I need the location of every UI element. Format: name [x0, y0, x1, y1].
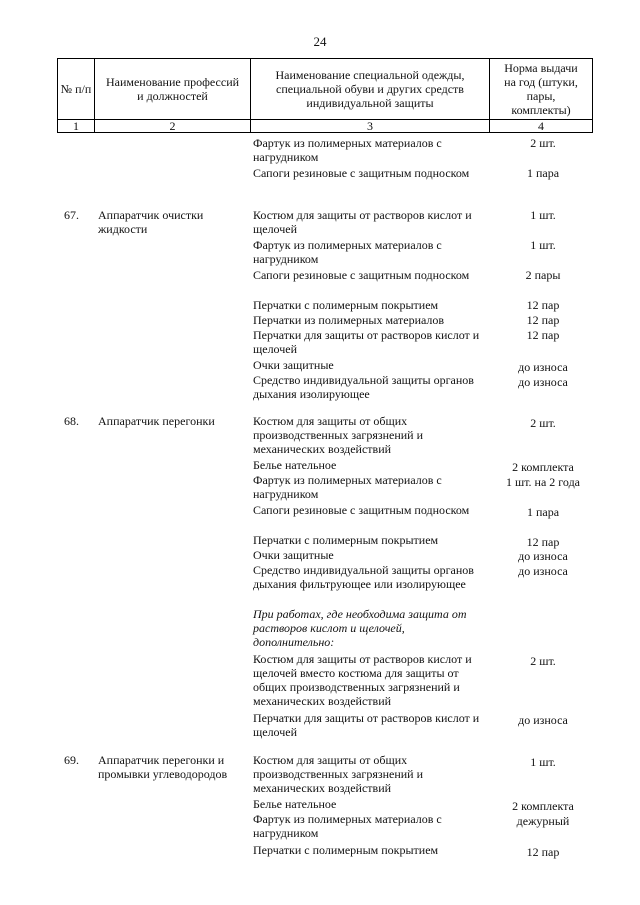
entry-68-item-5: Перчатки с полимерным покрытием	[253, 533, 439, 547]
entry-68-item-4: Сапоги резиновые с защитным подноском	[253, 503, 470, 517]
entry-67-item-1: Костюм для защиты от растворов кислот и щелочей	[253, 208, 472, 236]
continuation-item-2: Сапоги резиновые с защитным подноском	[253, 166, 470, 180]
entry-69-norm-2: 2 комплекта	[512, 799, 574, 813]
entry-67-norm-6: 12 пар	[526, 328, 560, 342]
entry-67-item-6: Перчатки для защиты от растворов кислот и щелочей	[253, 328, 480, 356]
entry-67-item-8: Средство индивидуальной защиты органов дыхания изолирующее	[253, 373, 474, 401]
header-num-2: 2	[94, 119, 251, 133]
entry-68-norm-1: 2 шт.	[530, 416, 556, 430]
entry-68-profession: Аппаратчик перегонки	[98, 414, 215, 428]
entry-68-norm-4: 1 пара	[526, 505, 560, 519]
table-header	[57, 58, 593, 133]
entry-68-norm-6: до износа	[518, 549, 568, 563]
entry-67-item-7: Очки защитные	[253, 358, 334, 372]
header-col-item: Наименование специальной одежды, специальной обуви и других средств индивидуальной защиты	[250, 58, 490, 120]
entry-68-item-9: Перчатки для защиты от растворов кислот и щелочей	[253, 711, 480, 739]
entry-67-norm-2: 1 шт.	[530, 238, 556, 252]
entry-67-norm-1: 1 шт.	[530, 208, 556, 222]
entry-67-norm-3: 2 пары	[525, 268, 561, 282]
header-col-norm: Норма выдачи на год (штуки, пары, комплекты)	[489, 58, 593, 120]
entry-69-profession: Аппаратчик перегонки и промывки углеводородов	[98, 753, 228, 781]
entry-67-item-5: Перчатки из полимерных материалов	[253, 313, 445, 327]
entry-68-norm-5: 12 пар	[526, 535, 560, 549]
page-number: 24	[313, 34, 327, 49]
entry-69-norm-1: 1 шт.	[530, 755, 556, 769]
entry-69-norm-4: 12 пар	[526, 845, 560, 859]
entry-67-norm-8: до износа	[518, 375, 568, 389]
entry-68-item-3: Фартук из полимерных материалов с нагрудником	[253, 473, 442, 501]
entry-68-item-1: Костюм для защиты от общих производственных загрязнений и механических воздействий	[253, 414, 424, 456]
continuation-norm-2: 1 пара	[526, 166, 560, 180]
header-col-number: № п/п	[57, 58, 95, 120]
header-num-3: 3	[250, 119, 490, 133]
entry-68-norm-9: до износа	[518, 713, 568, 727]
entry-67-number: 67.	[64, 208, 79, 222]
entry-69-item-1: Костюм для защиты от общих производственных загрязнений и механических воздействий	[253, 753, 424, 795]
entry-68-norm-3: 1 шт. на 2 года	[505, 475, 581, 489]
continuation-item-1: Фартук из полимерных материалов с нагрудником	[253, 136, 442, 164]
entry-69-item-2: Белье нательное	[253, 797, 337, 811]
header-num-1: 1	[57, 119, 95, 133]
entry-68-number: 68.	[64, 414, 79, 428]
entry-67-norm-5: 12 пар	[526, 313, 560, 327]
entry-69-item-3: Фартук из полимерных материалов с нагрудником	[253, 812, 442, 840]
entry-67-item-2: Фартук из полимерных материалов с нагрудником	[253, 238, 442, 266]
entry-68-item-8: Костюм для защиты от растворов кислот и щелочей вместо костюма для защиты от общих производственных загрязнений и механических воздействий	[253, 652, 472, 708]
entry-68-item-2: Белье нательное	[253, 458, 337, 472]
header-num-4: 4	[489, 119, 593, 133]
entry-68-note-additional: При работах, где необходима защита от растворов кислот и щелочей, дополнительно:	[253, 607, 467, 649]
entry-67-item-3: Сапоги резиновые с защитным подноском	[253, 268, 470, 282]
continuation-norm-1: 2 шт.	[530, 136, 556, 150]
entry-69-number: 69.	[64, 753, 79, 767]
entry-68-norm-2: 2 комплекта	[512, 460, 574, 474]
entry-67-norm-4: 12 пар	[526, 298, 560, 312]
entry-68-item-6: Очки защитные	[253, 548, 334, 562]
entry-67-norm-7: до износа	[518, 360, 568, 374]
header-col-profession: Наименование профессий и должностей	[94, 58, 251, 120]
entry-68-norm-7: до износа	[518, 564, 568, 578]
entry-67-profession: Аппаратчик очистки жидкости	[98, 208, 204, 236]
entry-68-norm-8: 2 шт.	[530, 654, 556, 668]
entry-67-item-4: Перчатки с полимерным покрытием	[253, 298, 439, 312]
entry-69-item-4: Перчатки с полимерным покрытием	[253, 843, 439, 857]
entry-68-item-7: Средство индивидуальной защиты органов дыхания фильтрующее или изолирующее	[253, 563, 474, 591]
entry-69-norm-3: дежурный	[516, 814, 570, 828]
